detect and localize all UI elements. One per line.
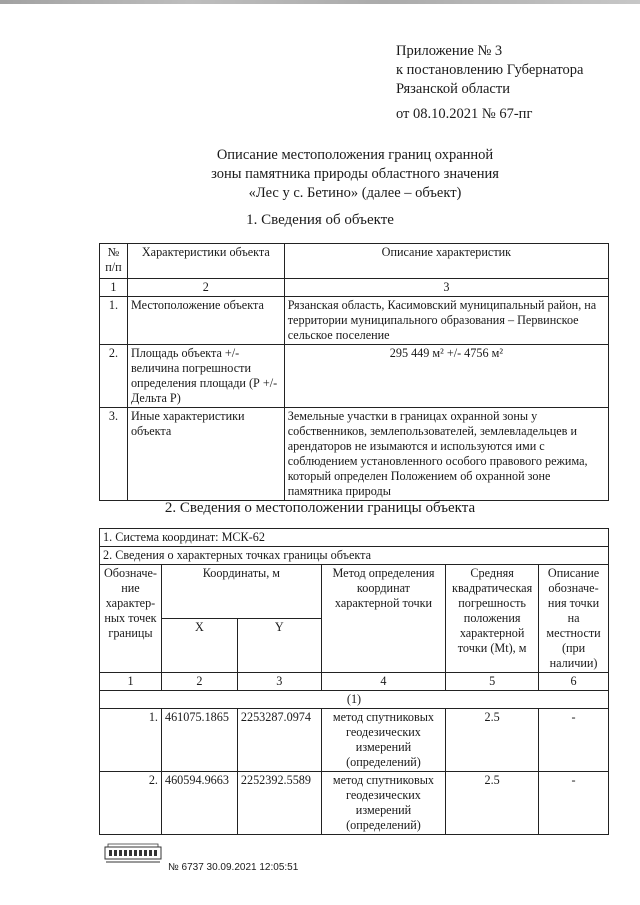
coordinate-system: 1. Система координат: МСК-62 — [100, 529, 609, 547]
header-method: Метод определения координат характерной точки — [321, 565, 445, 673]
column-number-row — [100, 279, 609, 297]
contour-group-label: (1) — [100, 691, 609, 709]
table-header-row — [100, 244, 609, 279]
column-number-row — [100, 673, 609, 691]
appendix-block — [396, 42, 583, 124]
point-description: - — [539, 772, 609, 835]
registration-note: № 6737 30.09.2021 12:05:51 — [168, 862, 299, 873]
point-designation: 1. — [100, 709, 162, 772]
point-error: 2.5 — [446, 772, 539, 835]
table-row — [100, 772, 609, 835]
column-number: 6 — [539, 673, 609, 691]
row-number: 3. — [100, 408, 128, 501]
points-caption: 2. Сведения о характерных точках границы объекта — [100, 547, 609, 565]
row-description: Земельные участки в границах охранной зоны у собственников, землепользователей, землевладельцев и арендаторов не изымаются и используются ими с соблюдением установленного особого правового режима, который определен Положением об охранной зоне памятника природы — [284, 408, 608, 501]
column-number: 2 — [127, 279, 284, 297]
point-method: метод спутниковых геодезических измерений (определений) — [321, 772, 445, 835]
header-x: X — [161, 619, 237, 673]
boundary-points-table — [99, 528, 609, 835]
object-info-table — [99, 243, 609, 501]
row-description: 295 449 м² +/- 4756 м² — [284, 345, 608, 408]
header-designation: Обозначе-ние характер-ных точек границы — [100, 565, 162, 673]
column-number: 3 — [284, 279, 608, 297]
appendix-date: от 08.10.2021 № 67-пг — [396, 106, 533, 122]
point-method: метод спутниковых геодезических измерений (определений) — [321, 709, 445, 772]
table-header-row — [100, 565, 609, 619]
row-description: Рязанская область, Касимовский муниципальный район, на территории муниципального образования – Первинское сельское поселение — [284, 297, 608, 345]
header-cell: Описание характеристик — [284, 244, 608, 279]
appendix-line: Рязанской области — [396, 81, 510, 97]
column-number: 2 — [161, 673, 237, 691]
point-x: 460594.9663 — [161, 772, 237, 835]
table-row — [100, 408, 609, 501]
header-point-description: Описание обозначе-ния точки на местности (при наличии) — [539, 565, 609, 673]
document-title — [120, 146, 590, 203]
point-error: 2.5 — [446, 709, 539, 772]
header-error: Средняя квадратическая погрешность положения характерной точки (Mt), м — [446, 565, 539, 673]
row-characteristic: Местоположение объекта — [127, 297, 284, 345]
section2-heading: 2. Сведения о местоположении границы объекта — [164, 500, 476, 516]
table-row — [100, 709, 609, 772]
point-y: 2253287.0974 — [237, 709, 321, 772]
header-coordinates: Координаты, м — [161, 565, 321, 619]
row-number: 1. — [100, 297, 128, 345]
point-designation: 2. — [100, 772, 162, 835]
row-number: 2. — [100, 345, 128, 408]
point-y: 2252392.5589 — [237, 772, 321, 835]
scan-edge — [0, 0, 640, 4]
column-number: 1 — [100, 673, 162, 691]
row-characteristic: Иные характеристики объекта — [127, 408, 284, 501]
registry-stamp-icon — [104, 842, 162, 864]
row-characteristic: Площадь объекта +/- величина погрешности определения площади (Р +/- Дельта Р) — [127, 345, 284, 408]
table-row — [100, 345, 609, 408]
column-number: 5 — [446, 673, 539, 691]
point-description: - — [539, 709, 609, 772]
title-line: Описание местоположения границ охранной — [216, 147, 494, 163]
header-cell: Характеристики объекта — [127, 244, 284, 279]
column-number: 1 — [100, 279, 128, 297]
appendix-line: Приложение № 3 — [396, 43, 503, 59]
column-number: 4 — [321, 673, 445, 691]
appendix-line: к постановлению Губернатора — [396, 62, 584, 78]
title-line: «Лес у с. Бетино» (далее – объект) — [248, 185, 462, 201]
header-cell: № п/п — [100, 244, 128, 279]
column-number: 3 — [237, 673, 321, 691]
header-y: Y — [237, 619, 321, 673]
section1-heading: 1. Сведения об объекте — [246, 212, 394, 228]
title-line: зоны памятника природы областного значения — [211, 166, 499, 182]
table-row — [100, 297, 609, 345]
point-x: 461075.1865 — [161, 709, 237, 772]
